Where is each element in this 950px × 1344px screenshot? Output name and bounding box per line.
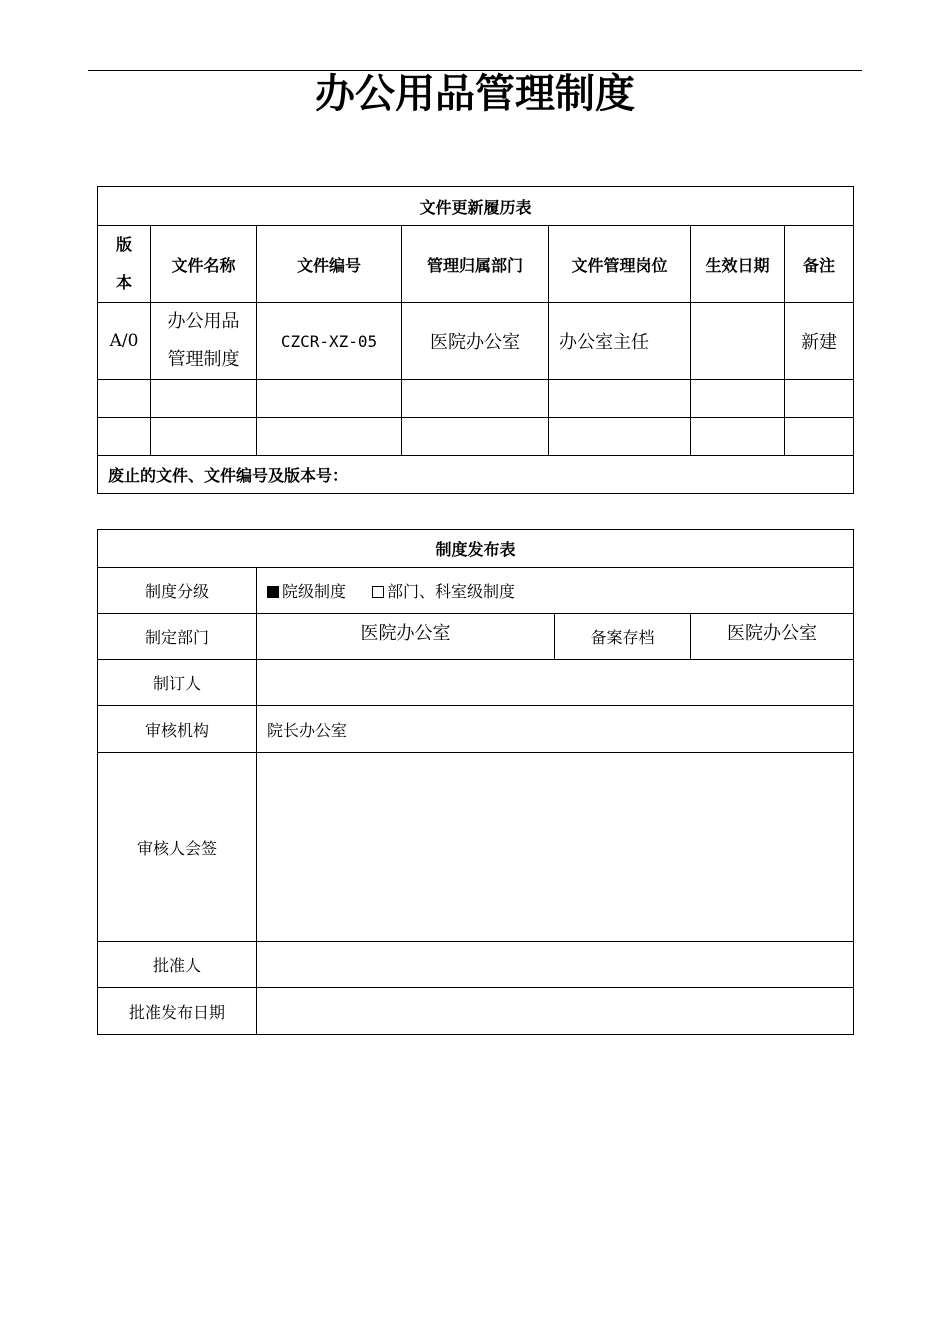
checked-box-icon[interactable] (267, 586, 279, 598)
document-title: 办公用品管理制度 (315, 71, 635, 117)
reviewer-sign-label: 审核人会签 (98, 753, 257, 942)
cell-department: 医院办公室 (402, 303, 549, 380)
archive-value: 医院办公室 (691, 614, 854, 660)
drafter-value (257, 660, 854, 706)
drafter-label: 制订人 (98, 660, 257, 706)
cell-file-name-line1: 办公用品 (167, 311, 240, 332)
cell-version: A/0 (98, 303, 151, 380)
release-caption: 制度发布表 (98, 530, 854, 568)
drafting-dept-label: 制定部门 (98, 614, 257, 660)
header-effective-date: 生效日期 (691, 226, 785, 303)
archive-label: 备案存档 (555, 614, 691, 660)
approver-value (257, 942, 854, 988)
header-version-line1: 版 (115, 235, 132, 254)
cell-post: 办公室主任 (549, 303, 691, 380)
grade-options (257, 568, 854, 614)
obsolete-files-label: 废止的文件、文件编号及版本号： (98, 456, 854, 494)
header-file-name: 文件名称 (151, 226, 257, 303)
unchecked-box-icon[interactable] (372, 586, 384, 598)
table-row (98, 418, 854, 456)
approve-date-value (257, 988, 854, 1035)
review-org-label: 审核机构 (98, 706, 257, 753)
header-note: 备注 (785, 226, 854, 303)
header-version-line2: 本 (115, 273, 132, 292)
approve-date-label: 批准发布日期 (98, 988, 257, 1035)
table-row (98, 380, 854, 418)
review-org-value: 院长办公室 (257, 706, 854, 753)
cell-file-name-line2: 管理制度 (167, 349, 240, 370)
header-version (98, 226, 151, 303)
table-row (98, 303, 854, 380)
cell-note: 新建 (785, 303, 854, 380)
header-file-code: 文件编号 (257, 226, 402, 303)
grade-option-department: 部门、科室级制度 (387, 582, 516, 601)
revision-history-table (97, 186, 854, 494)
cell-file-code: CZCR-XZ-05 (257, 303, 402, 380)
grade-option-hospital: 院级制度 (282, 582, 347, 601)
release-table (97, 529, 854, 1035)
grade-label: 制度分级 (98, 568, 257, 614)
cell-file-name (151, 303, 257, 380)
history-caption: 文件更新履历表 (98, 187, 854, 226)
cell-effective-date (691, 303, 785, 380)
drafting-dept-value: 医院办公室 (257, 614, 555, 660)
header-post: 文件管理岗位 (549, 226, 691, 303)
reviewer-sign-value (257, 753, 854, 942)
approver-label: 批准人 (98, 942, 257, 988)
header-department: 管理归属部门 (402, 226, 549, 303)
